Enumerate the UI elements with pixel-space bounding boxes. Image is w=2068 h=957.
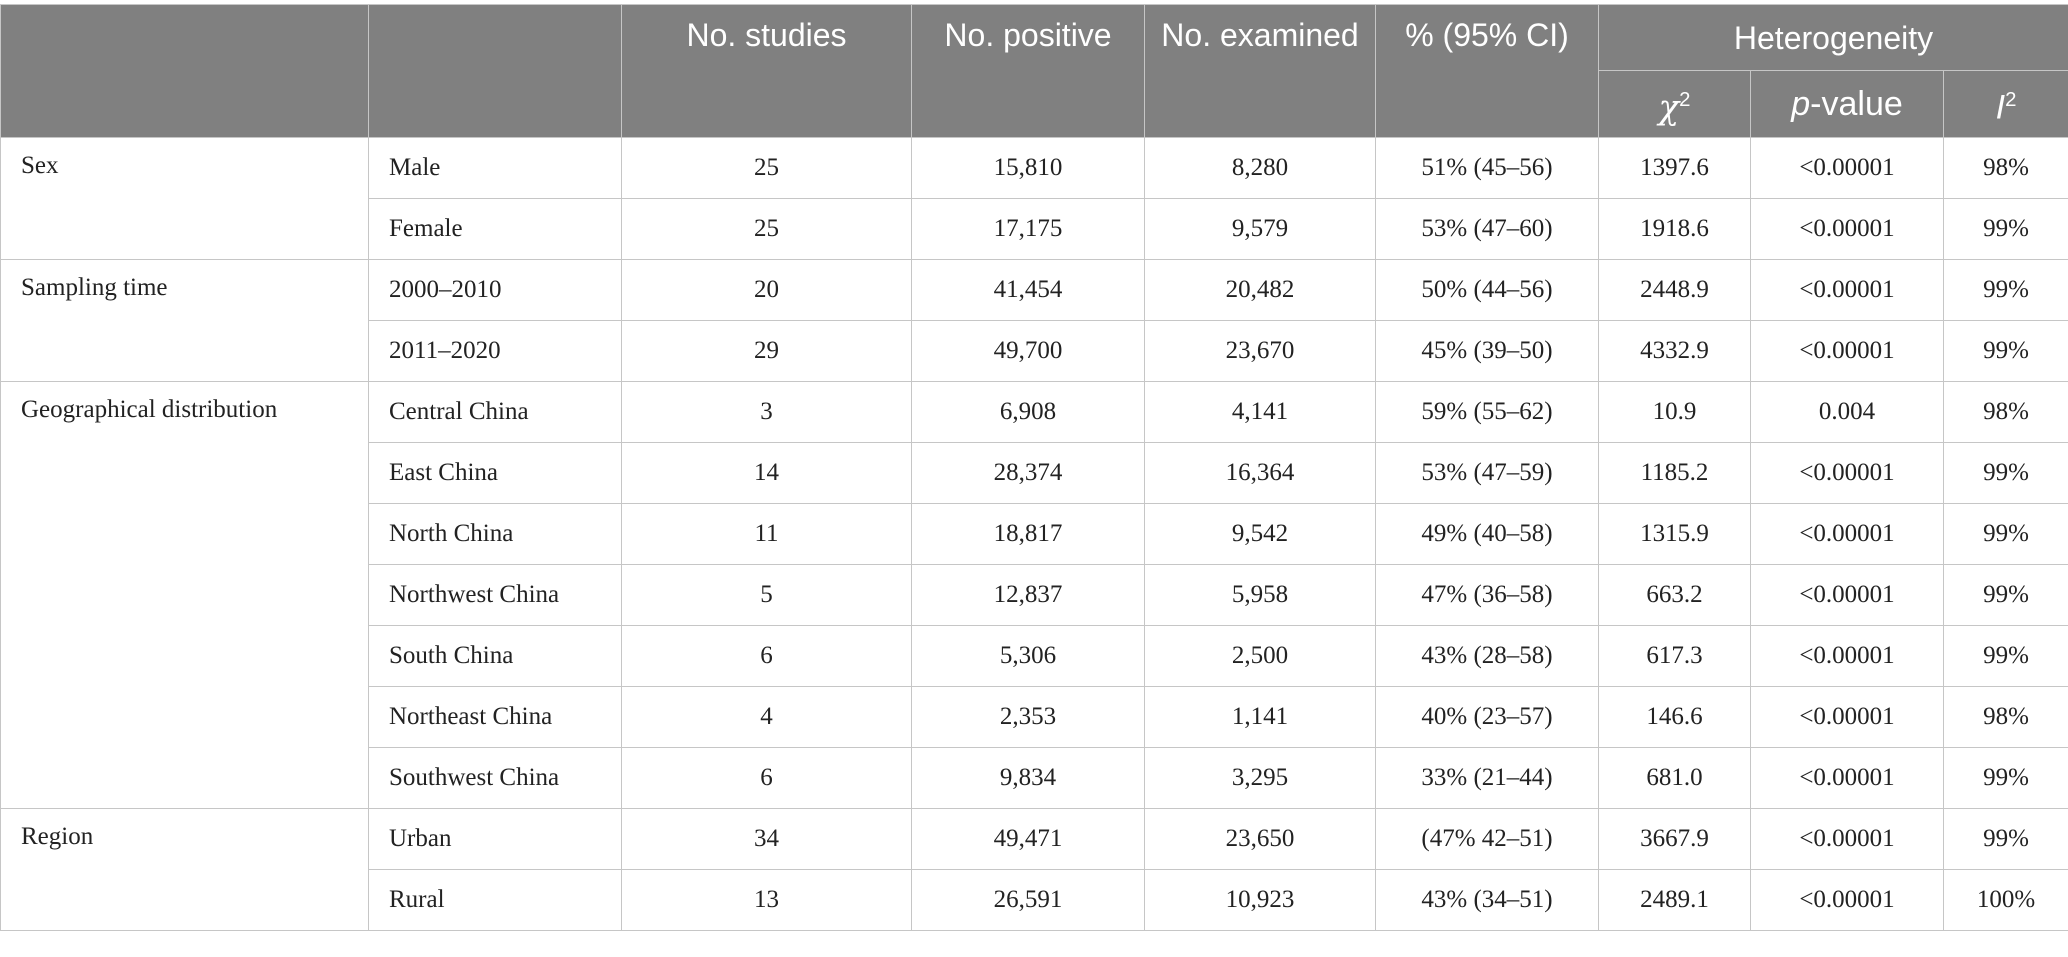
positive-cell: 17,175: [912, 199, 1145, 260]
examined-cell: 5,958: [1145, 565, 1376, 626]
studies-cell: 13: [622, 870, 912, 931]
percent-ci-cell: 53% (47–60): [1376, 199, 1599, 260]
chi-squared-cell: 1315.9: [1599, 504, 1751, 565]
positive-cell: 9,834: [912, 748, 1145, 809]
category-cell: Region: [1, 809, 369, 931]
examined-cell: 9,579: [1145, 199, 1376, 260]
category-cell: Geographical distribution: [1, 382, 369, 809]
p-value-cell: <0.00001: [1751, 443, 1944, 504]
chi-squared-cell: 10.9: [1599, 382, 1751, 443]
i-squared-cell: 99%: [1944, 321, 2068, 382]
table-row: [1, 260, 2068, 321]
examined-cell: 23,650: [1145, 809, 1376, 870]
subgroup-cell: Male: [369, 138, 622, 199]
header-no-studies: No. studies: [622, 5, 912, 138]
studies-cell: 25: [622, 138, 912, 199]
p-value-cell: <0.00001: [1751, 199, 1944, 260]
positive-cell: 18,817: [912, 504, 1145, 565]
header-no-positive: No. positive: [912, 5, 1145, 138]
studies-cell: 6: [622, 748, 912, 809]
positive-cell: 2,353: [912, 687, 1145, 748]
studies-cell: 34: [622, 809, 912, 870]
percent-ci-cell: 43% (34–51): [1376, 870, 1599, 931]
percent-ci-cell: 43% (28–58): [1376, 626, 1599, 687]
studies-cell: 29: [622, 321, 912, 382]
i-squared-cell: 99%: [1944, 748, 2068, 809]
subgroup-cell: Central China: [369, 382, 622, 443]
positive-cell: 49,700: [912, 321, 1145, 382]
examined-cell: 20,482: [1145, 260, 1376, 321]
studies-cell: 14: [622, 443, 912, 504]
examined-cell: 8,280: [1145, 138, 1376, 199]
examined-cell: 16,364: [1145, 443, 1376, 504]
studies-cell: 11: [622, 504, 912, 565]
p-value-cell: <0.00001: [1751, 870, 1944, 931]
category-cell: Sex: [1, 138, 369, 260]
chi-squared-cell: 617.3: [1599, 626, 1751, 687]
chi-squared-cell: 4332.9: [1599, 321, 1751, 382]
i-squared-cell: 98%: [1944, 138, 2068, 199]
i-superscript: 2: [2005, 89, 2017, 112]
positive-cell: 26,591: [912, 870, 1145, 931]
i-squared-cell: 99%: [1944, 504, 2068, 565]
p-value-cell: <0.00001: [1751, 809, 1944, 870]
i-squared-cell: 98%: [1944, 687, 2068, 748]
p-value-cell: <0.00001: [1751, 626, 1944, 687]
examined-cell: 1,141: [1145, 687, 1376, 748]
positive-cell: 49,471: [912, 809, 1145, 870]
studies-cell: 20: [622, 260, 912, 321]
subgroup-analysis-table: [0, 4, 2068, 931]
table-row: [1, 382, 2068, 443]
p-value-cell: <0.00001: [1751, 260, 1944, 321]
positive-cell: 6,908: [912, 382, 1145, 443]
subgroup-cell: Urban: [369, 809, 622, 870]
subgroup-cell: Female: [369, 199, 622, 260]
percent-ci-cell: 40% (23–57): [1376, 687, 1599, 748]
subgroup-cell: East China: [369, 443, 622, 504]
chi-squared-cell: 681.0: [1599, 748, 1751, 809]
subgroup-cell: Northwest China: [369, 565, 622, 626]
chi-symbol: χ: [1658, 87, 1680, 128]
percent-ci-cell: 53% (47–59): [1376, 443, 1599, 504]
subgroup-cell: Rural: [369, 870, 622, 931]
positive-cell: 5,306: [912, 626, 1145, 687]
p-value-suffix: -value: [1810, 85, 1903, 123]
i-squared-cell: 99%: [1944, 565, 2068, 626]
header-p-value: [1751, 71, 1944, 138]
i-squared-cell: 99%: [1944, 809, 2068, 870]
positive-cell: 28,374: [912, 443, 1145, 504]
subgroup-cell: 2000–2010: [369, 260, 622, 321]
percent-ci-cell: 59% (55–62): [1376, 382, 1599, 443]
table-row: [1, 138, 2068, 199]
studies-cell: 4: [622, 687, 912, 748]
chi-squared-cell: 2448.9: [1599, 260, 1751, 321]
examined-cell: 23,670: [1145, 321, 1376, 382]
header-blank-category: [1, 5, 369, 138]
table-body: [1, 138, 2068, 931]
i-squared-cell: 98%: [1944, 382, 2068, 443]
examined-cell: 4,141: [1145, 382, 1376, 443]
percent-ci-cell: 45% (39–50): [1376, 321, 1599, 382]
chi-squared-cell: 1397.6: [1599, 138, 1751, 199]
subgroup-cell: South China: [369, 626, 622, 687]
studies-cell: 3: [622, 382, 912, 443]
examined-cell: 9,542: [1145, 504, 1376, 565]
i-squared-cell: 99%: [1944, 626, 2068, 687]
i-squared-cell: 99%: [1944, 443, 2068, 504]
p-value-cell: 0.004: [1751, 382, 1944, 443]
chi-squared-cell: 2489.1: [1599, 870, 1751, 931]
positive-cell: 41,454: [912, 260, 1145, 321]
p-value-cell: <0.00001: [1751, 321, 1944, 382]
header-percent-ci: % (95% CI): [1376, 5, 1599, 138]
p-value-cell: <0.00001: [1751, 748, 1944, 809]
i-squared-cell: 100%: [1944, 870, 2068, 931]
header-no-examined: No. examined: [1145, 5, 1376, 138]
examined-cell: 10,923: [1145, 870, 1376, 931]
chi-squared-cell: 663.2: [1599, 565, 1751, 626]
category-cell: Sampling time: [1, 260, 369, 382]
percent-ci-cell: 49% (40–58): [1376, 504, 1599, 565]
chi-squared-cell: 3667.9: [1599, 809, 1751, 870]
subgroup-table-container: [0, 4, 2068, 944]
chi-squared-cell: 1918.6: [1599, 199, 1751, 260]
p-value-cell: <0.00001: [1751, 565, 1944, 626]
studies-cell: 25: [622, 199, 912, 260]
positive-cell: 12,837: [912, 565, 1145, 626]
examined-cell: 2,500: [1145, 626, 1376, 687]
p-italic: p: [1791, 85, 1811, 123]
percent-ci-cell: 51% (45–56): [1376, 138, 1599, 199]
chi-superscript: 2: [1679, 89, 1691, 112]
header-heterogeneity: Heterogeneity: [1599, 5, 2068, 71]
subgroup-cell: Southwest China: [369, 748, 622, 809]
percent-ci-cell: (47% 42–51): [1376, 809, 1599, 870]
chi-squared-cell: 146.6: [1599, 687, 1751, 748]
p-value-cell: <0.00001: [1751, 504, 1944, 565]
table-row: [1, 809, 2068, 870]
percent-ci-cell: 33% (21–44): [1376, 748, 1599, 809]
studies-cell: 6: [622, 626, 912, 687]
i-squared-cell: 99%: [1944, 199, 2068, 260]
subgroup-cell: North China: [369, 504, 622, 565]
percent-ci-cell: 47% (36–58): [1376, 565, 1599, 626]
subgroup-cell: Northeast China: [369, 687, 622, 748]
subgroup-cell: 2011–2020: [369, 321, 622, 382]
positive-cell: 15,810: [912, 138, 1145, 199]
header-chi-squared: [1599, 71, 1751, 138]
examined-cell: 3,295: [1145, 748, 1376, 809]
header-i-squared: [1944, 71, 2068, 138]
studies-cell: 5: [622, 565, 912, 626]
p-value-cell: <0.00001: [1751, 138, 1944, 199]
chi-squared-cell: 1185.2: [1599, 443, 1751, 504]
header-blank-subgroup: [369, 5, 622, 138]
percent-ci-cell: 50% (44–56): [1376, 260, 1599, 321]
i-symbol: I: [1995, 88, 2006, 127]
i-squared-cell: 99%: [1944, 260, 2068, 321]
table-header: [1, 5, 2068, 138]
p-value-cell: <0.00001: [1751, 687, 1944, 748]
